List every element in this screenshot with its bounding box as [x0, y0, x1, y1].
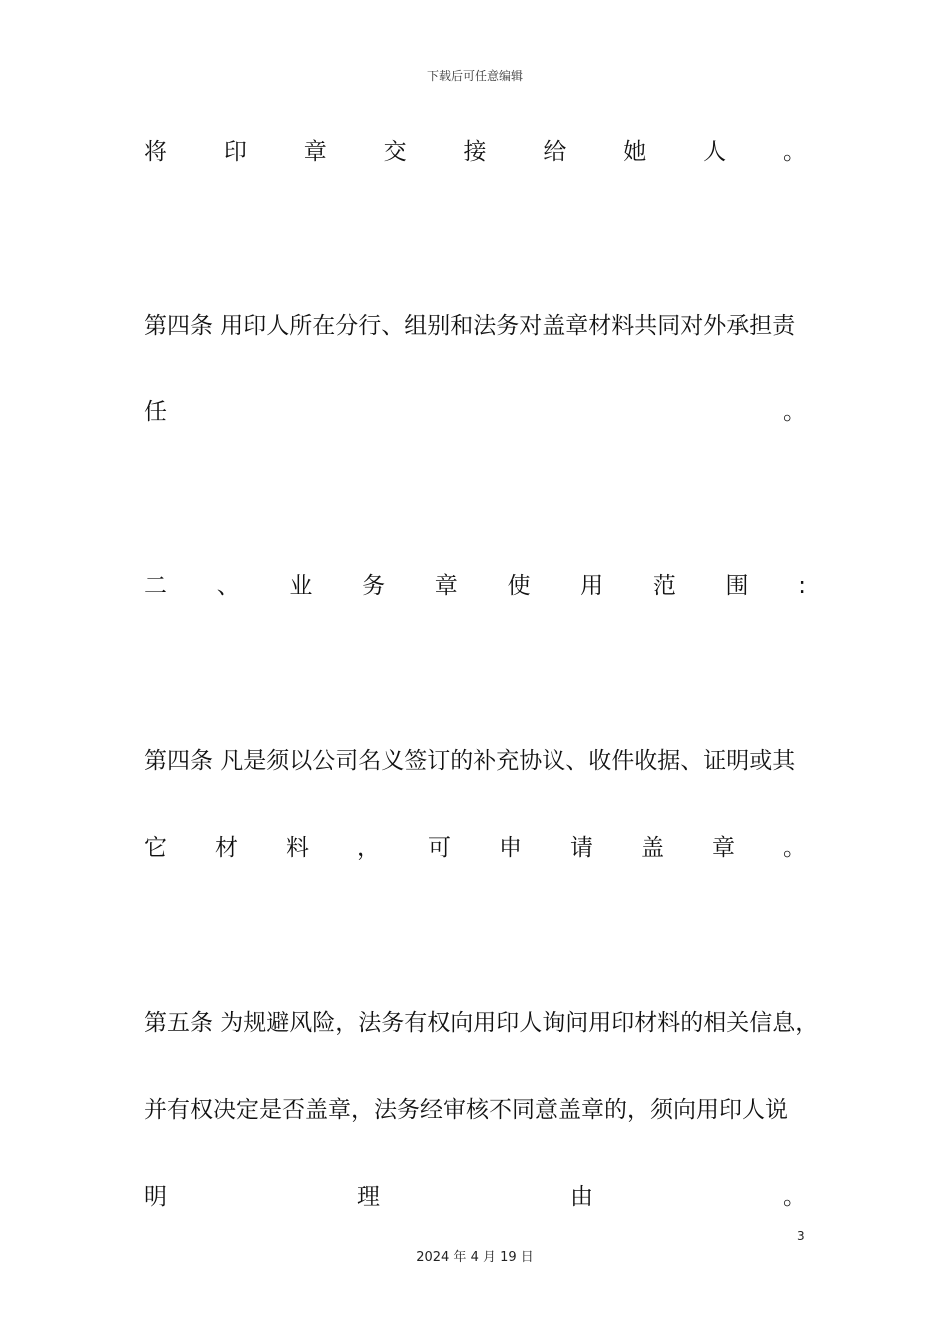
char: 用 [580, 573, 604, 599]
text-line-8: 并有权决定是否盖章，法务经审核不同意盖章的，须向用印人说 [144, 1097, 788, 1123]
text-line-3 [144, 397, 806, 427]
char: 、 [216, 573, 240, 599]
char: 。 [783, 399, 806, 425]
char: 给 [543, 139, 567, 165]
char: 。 [783, 139, 806, 165]
char: 它 [144, 835, 167, 861]
char: : [798, 573, 806, 599]
section-heading [144, 571, 806, 601]
char: 范 [652, 573, 676, 599]
char: 接 [463, 139, 487, 165]
text-line-2: 第四条 用印人所在分行、组别和法务对盖章材料共同对外承担责 [144, 313, 796, 339]
char: 可 [428, 835, 451, 861]
page-footer-date: 2024 年 4 月 19 日 [416, 1250, 534, 1265]
char: ， [357, 835, 380, 861]
char: 理 [357, 1184, 380, 1210]
page-header: 下载后可任意编辑 [426, 69, 523, 83]
char: 章 [712, 835, 735, 861]
char: 她 [623, 139, 647, 165]
char: 将 [144, 139, 167, 165]
char: 请 [570, 835, 593, 861]
char: 申 [499, 835, 522, 861]
char: 章 [434, 573, 458, 599]
char: 业 [289, 573, 313, 599]
char: 料 [286, 835, 309, 861]
char: 任 [144, 399, 167, 425]
char: 明 [144, 1184, 167, 1210]
text-line-5: 第四条 凡是须以公司名义签订的补充协议、收件收据、证明或其 [144, 748, 796, 774]
text-line-6 [144, 833, 806, 863]
char: 务 [362, 573, 386, 599]
char: 材 [215, 835, 238, 861]
page-number: 3 [797, 1229, 805, 1243]
char: 二 [144, 573, 167, 599]
text-line-1 [144, 137, 806, 167]
char: 由 [570, 1184, 593, 1210]
char: 章 [303, 139, 327, 165]
char: 人 [703, 139, 727, 165]
char: 围 [725, 573, 749, 599]
text-line-9 [144, 1182, 806, 1212]
char: 。 [783, 835, 806, 861]
char: 使 [507, 573, 531, 599]
char: 。 [783, 1184, 806, 1210]
char: 印 [223, 139, 247, 165]
text-line-7: 第五条 为规避风险，法务有权向用印人询问用印材料的相关信息， [144, 1010, 819, 1036]
char: 交 [383, 139, 407, 165]
char: 盖 [641, 835, 664, 861]
